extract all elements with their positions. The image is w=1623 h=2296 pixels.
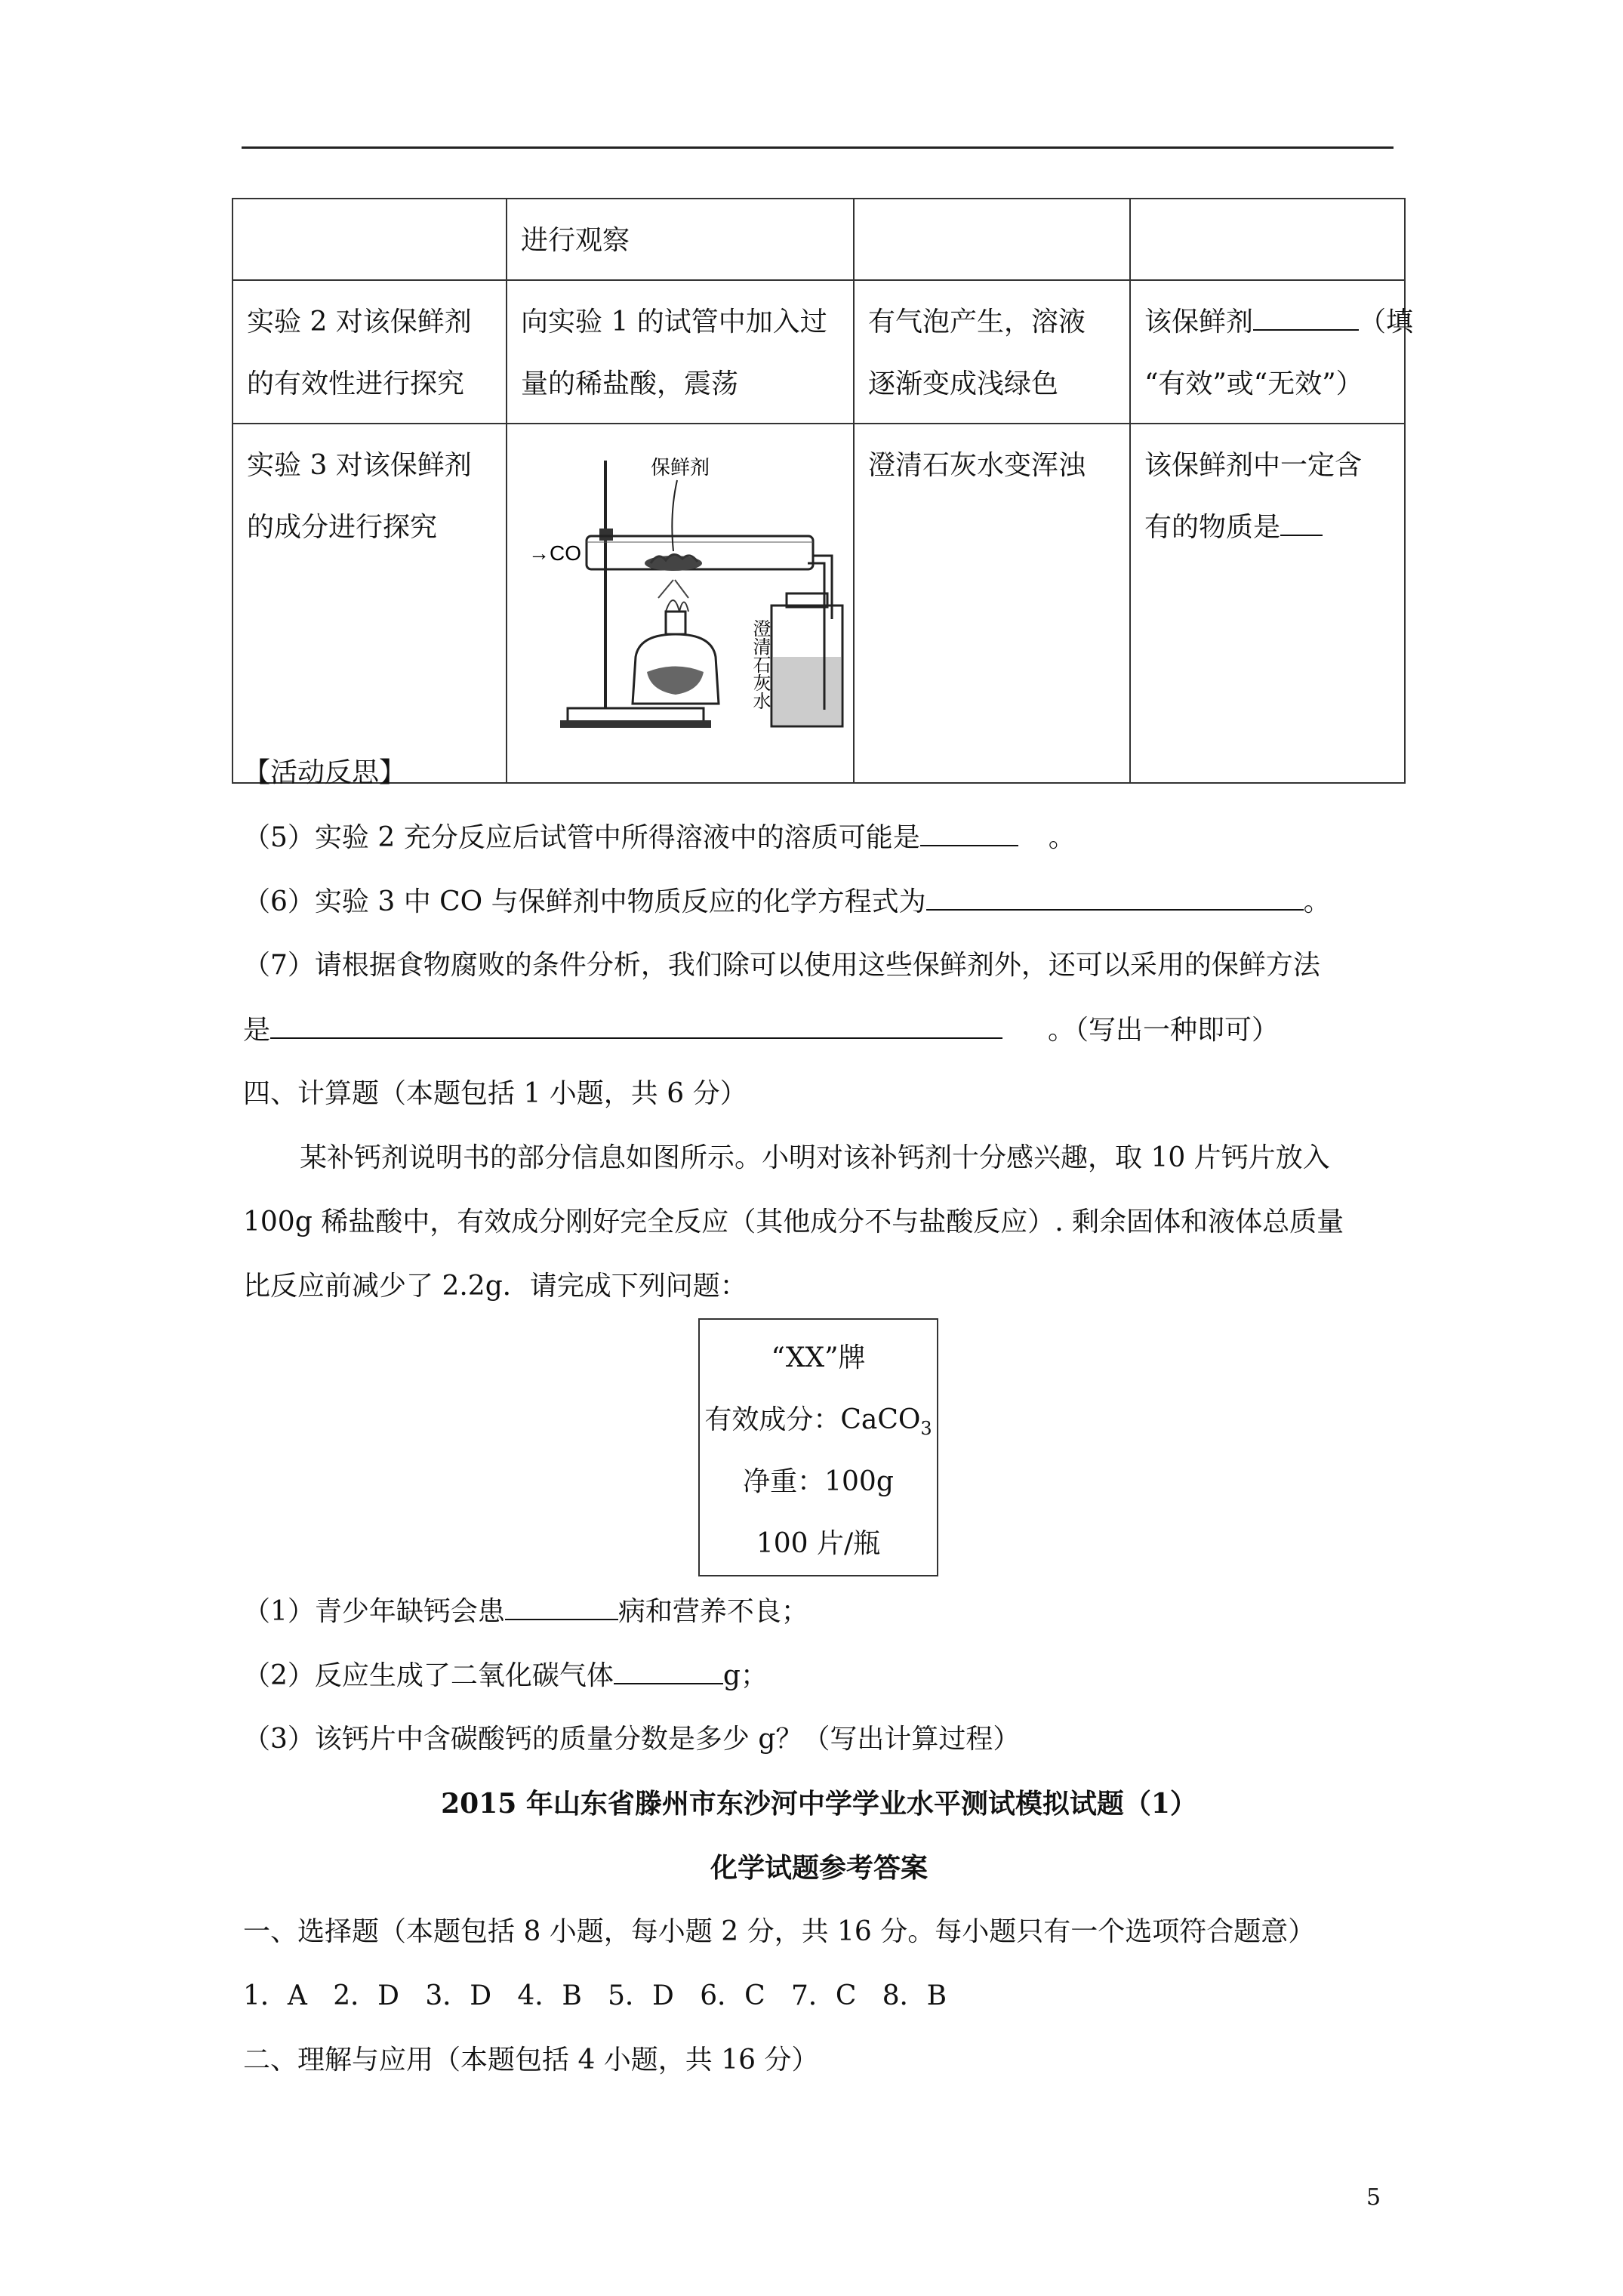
answers-section1-heading: 一、选择题（本题包括 8 小题，每小题 2 分，共 16 分。每小题只有一个选项符合题意）: [243, 1916, 1316, 1947]
apparatus-diagram: [515, 430, 847, 747]
limewater-label: 澄清石灰水: [750, 619, 771, 710]
table-cell: [507, 424, 854, 783]
answers-section1-list: 1．A 2．D 3．D 4．B 5．D 6．C 7．C 8．B: [243, 1980, 947, 2011]
label-brand: “XX”牌: [771, 1342, 866, 1373]
table-cell: [1130, 199, 1405, 280]
question-5: （5）实验 2 充分反应后试管中所得溶液中的溶质可能是 。: [243, 819, 1076, 856]
answer-blank[interactable]: [920, 819, 1018, 846]
page-number: 5: [1366, 2184, 1381, 2211]
table-cell: [233, 199, 507, 280]
answer-blank[interactable]: [1253, 304, 1359, 331]
problem-paragraph: 比反应前减少了 2.2g．请完成下列问题：: [243, 1271, 747, 1302]
question-7-line2: 是 。（写出一种即可）: [243, 1012, 1279, 1049]
table-cell: 该保鲜剂 （填 “有效”或“无效”）: [1130, 280, 1405, 424]
table-cell: 进行观察: [507, 199, 854, 280]
question-3: （3）该钙片中含碳酸钙的质量分数是多少 g？（写出计算过程）: [243, 1724, 1021, 1755]
table-row: [233, 199, 1405, 280]
table-cell: 该保鲜剂中一定含 有的物质是: [1130, 424, 1405, 783]
label-count: 100 片/瓶: [756, 1528, 881, 1559]
header-rule: [242, 146, 1394, 149]
answer-blank[interactable]: [270, 1012, 1002, 1039]
problem-paragraph: 某补钙剂说明书的部分信息如图所示。小明对该补钙剂十分感兴趣，取 10 片钙片放入: [300, 1142, 1330, 1173]
label-ingredient: 有效成分：CaCO$_3$: [704, 1404, 932, 1440]
question-7-line1: （7）请根据食物腐败的条件分析，我们除可以使用这些保鲜剂外，还可以采用的保鲜方法: [243, 950, 1320, 981]
reflection-heading: 【活动反思】: [243, 757, 407, 788]
question-1: （1）青少年缺钙会患 病和营养不良；: [243, 1593, 808, 1630]
table-cell: 澄清石灰水变浑浊: [854, 424, 1130, 783]
answers-section2-heading: 二、理解与应用（本题包括 4 小题，共 16 分）: [243, 2045, 819, 2076]
table-cell: 实验 3 对该保鲜剂 的成分进行探究: [233, 424, 507, 783]
table-cell: [854, 199, 1130, 280]
experiment-table: [232, 198, 1414, 784]
answers-title: 2015 年山东省滕州市东沙河中学学业水平测试模拟试题（1）: [441, 1788, 1197, 1820]
supplement-label: [698, 1318, 938, 1576]
answer-blank[interactable]: [614, 1657, 723, 1684]
table-cell: 向实验 1 的试管中加入过 量的稀盐酸，震荡: [507, 280, 854, 424]
table-cell: 有气泡产生，溶液 逐渐变成浅绿色: [854, 280, 1130, 424]
label-weight: 净重：100g: [743, 1466, 894, 1497]
problem-paragraph: 100g 稀盐酸中，有效成分刚好完全反应（其他成分不与盐酸反应）. 剩余固体和液体总质量: [243, 1207, 1344, 1237]
table-row: [233, 424, 1405, 783]
co-inlet-label: →CO: [528, 541, 581, 565]
answers-subtitle: 化学试题参考答案: [710, 1852, 928, 1884]
section4-heading: 四、计算题（本题包括 1 小题，共 6 分）: [243, 1078, 747, 1109]
question-2: （2）反应生成了二氧化碳气体 g；: [243, 1657, 768, 1694]
table-cell: 实验 2 对该保鲜剂 的有效性进行探究: [233, 280, 507, 424]
answer-blank[interactable]: [505, 1593, 618, 1620]
table-row: [233, 280, 1405, 424]
agent-label: 保鲜剂: [651, 457, 710, 479]
answer-blank[interactable]: [926, 883, 1304, 911]
question-6: （6）实验 3 中 CO 与保鲜剂中物质反应的化学方程式为 。: [243, 883, 1331, 920]
answer-blank[interactable]: [1280, 509, 1323, 536]
